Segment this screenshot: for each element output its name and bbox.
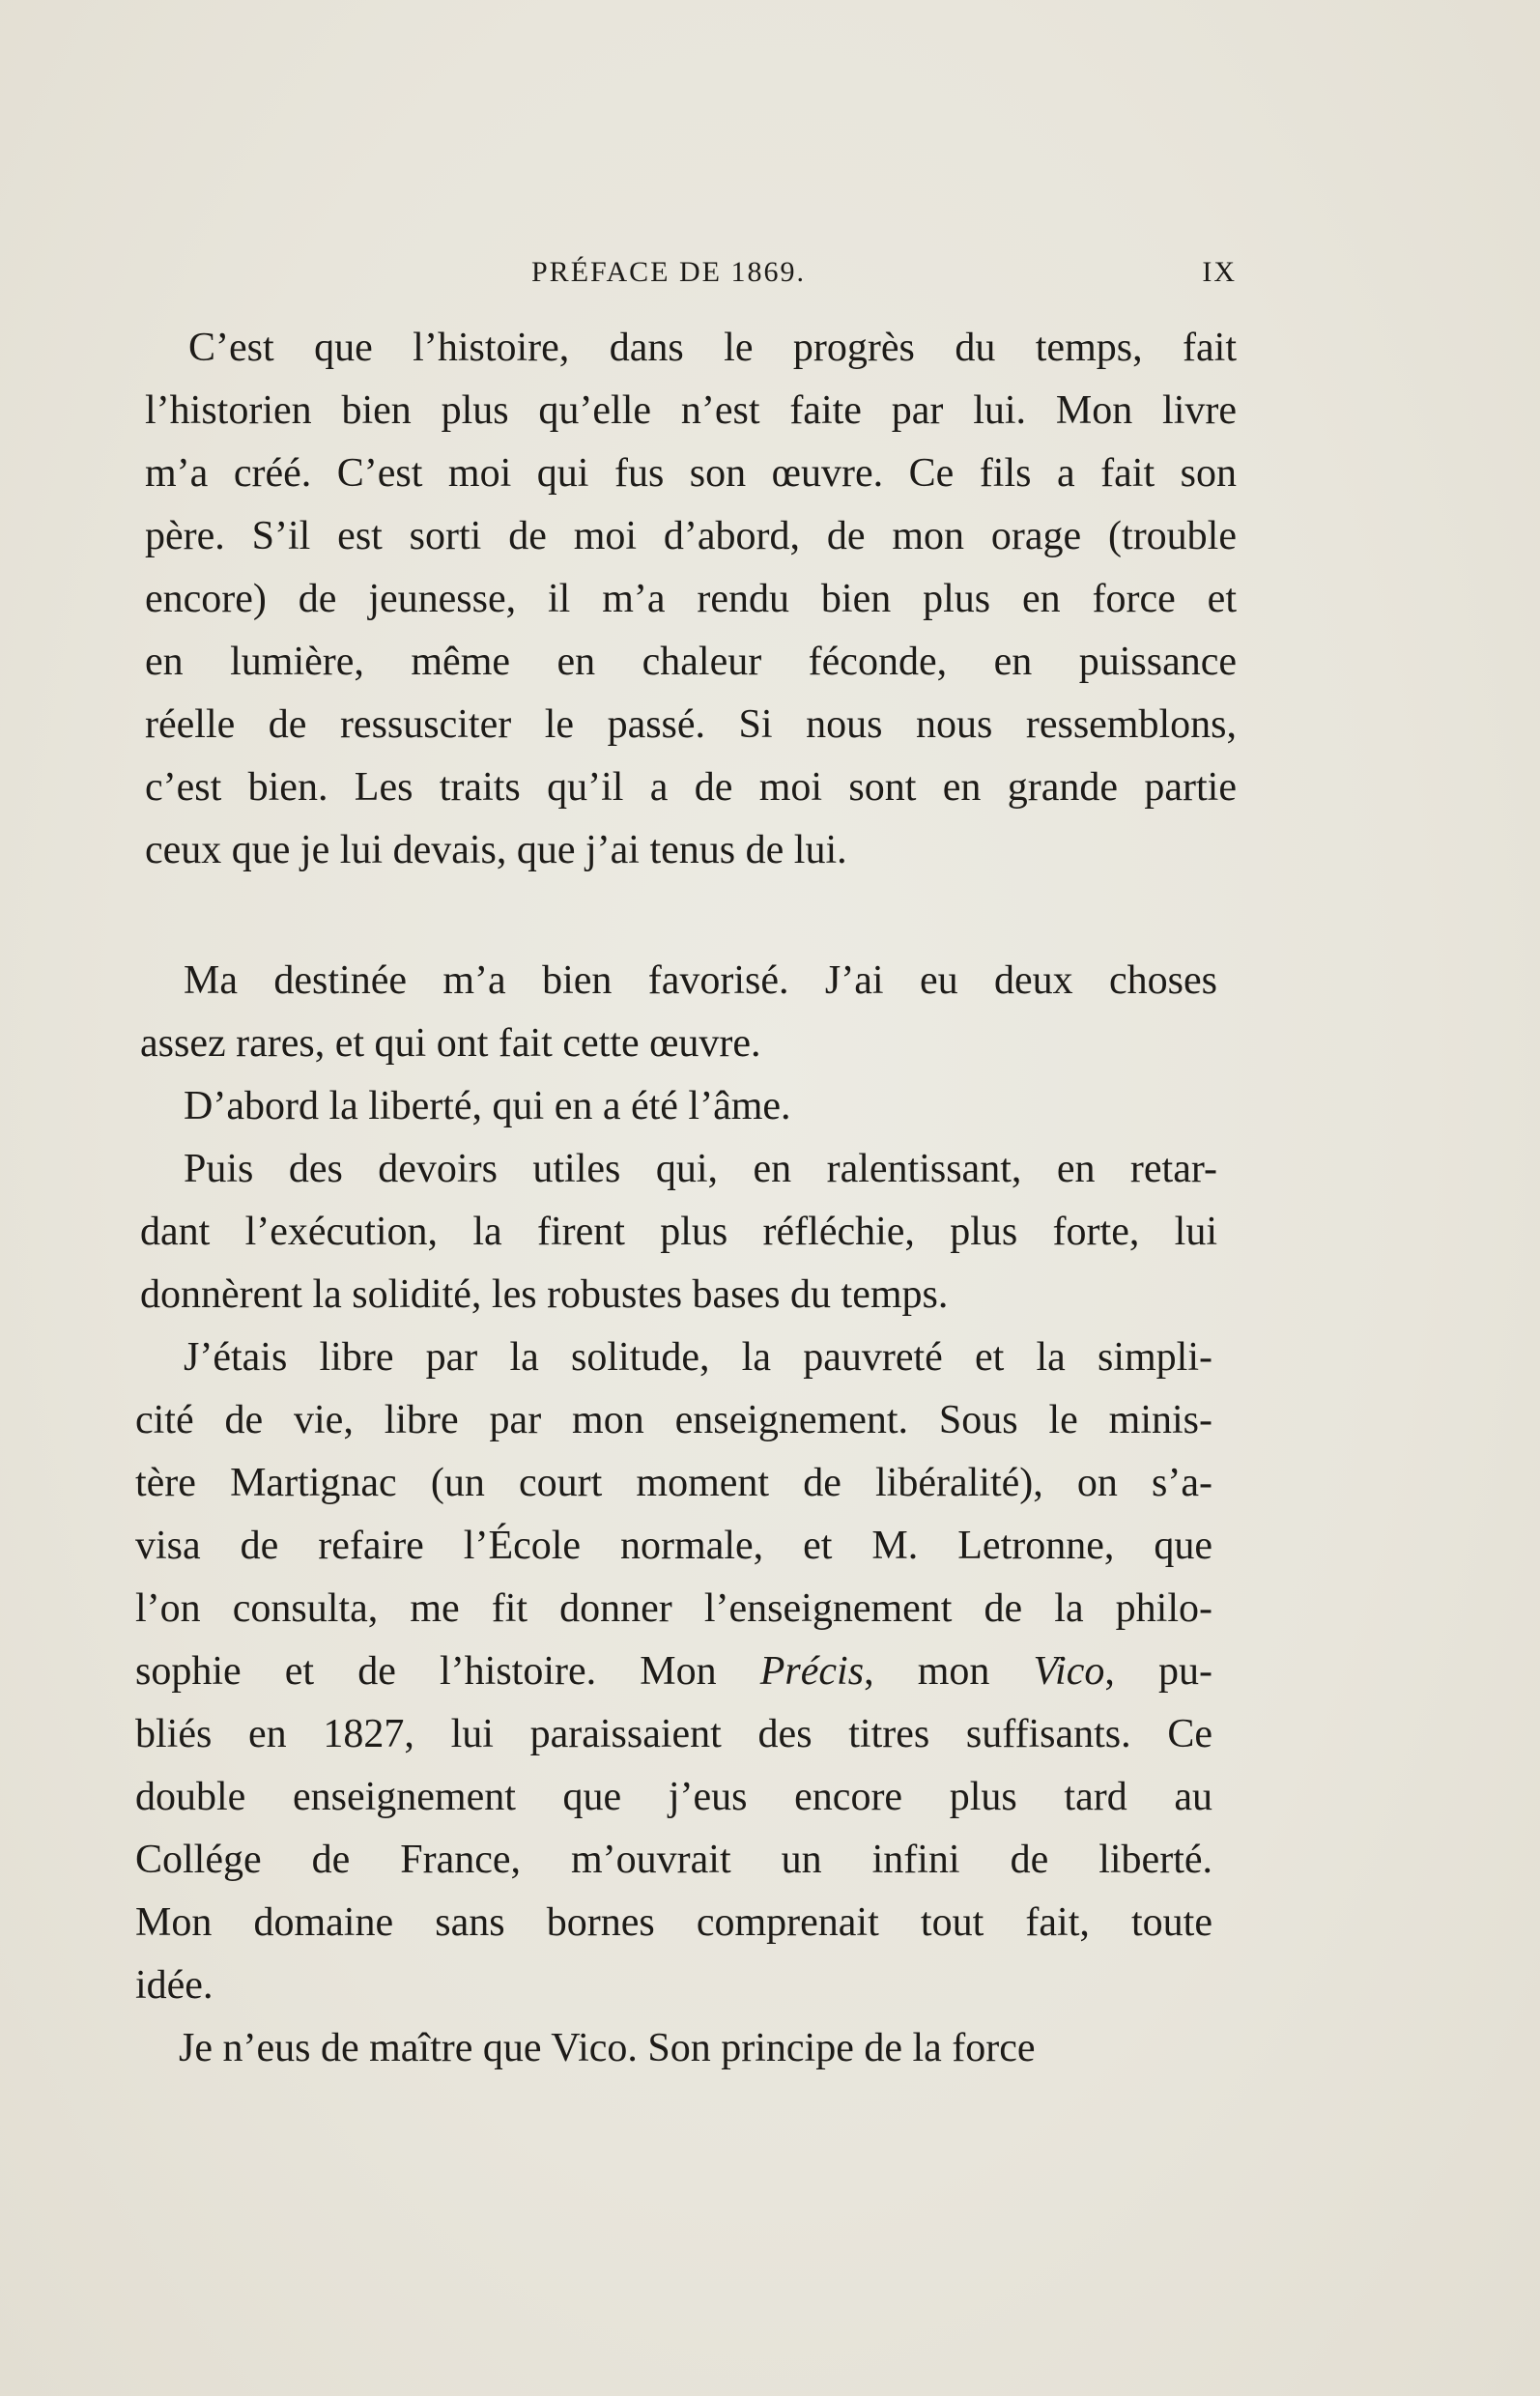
text-line: C’est que l’histoire, dans le progrès du temps, fait [188,326,1237,370]
text-line: père. S’il est sorti de moi d’abord, de mon orage (trouble [145,514,1237,558]
text-line: tère Martignac (un court moment de libéralité), on s’a- [135,1461,1212,1505]
text-line: cité de vie, libre par mon enseignement. Sous le minis- [135,1398,1212,1442]
running-title: PRÉFACE DE 1869. [531,256,806,288]
running-head [145,256,1237,304]
text-line: ceux que je lui devais, que j’ai tenus de lui. [145,828,847,872]
text-line: Puis des devoirs utiles qui, en ralentissant, en retar- [184,1147,1217,1191]
text-line: visa de refaire l’École normale, et M. Letronne, que [135,1524,1212,1568]
text-line: c’est bien. Les traits qu’il a de moi sont en grande partie [145,765,1237,810]
text-line: en lumière, même en chaleur féconde, en puissance [145,640,1237,684]
text-line: D’abord la liberté, qui en a été l’âme. [184,1084,791,1128]
text-line: m’a créé. C’est moi qui fus son œuvre. Ce fils a fait son [145,451,1237,496]
text-line: encore) de jeunesse, il m’a rendu bien plus en force et [145,577,1237,621]
text-line: sophie et de l’histoire. Mon Précis, mon Vico, pu- [135,1649,1212,1694]
text-line: bliés en 1827, lui paraissaient des titres suffisants. Ce [135,1712,1212,1756]
text-line: idée. [135,1963,214,2008]
page-number: IX [1202,256,1237,288]
italic-title: Vico [1033,1649,1105,1694]
text-line: double enseignement que j’eus encore plus tard au [135,1775,1212,1819]
text-line: J’étais libre par la solitude, la pauvreté et la simpli- [184,1335,1212,1380]
text-line: Collége de France, m’ouvrait un infini de liberté. [135,1838,1212,1882]
text-line: assez rares, et qui ont fait cette œuvre. [140,1021,761,1066]
text-line: réelle de ressusciter le passé. Si nous nous ressemblons, [145,702,1237,747]
text-line: Je n’eus de maître que Vico. Son principe de la force [179,2026,1036,2070]
text-line: dant l’exécution, la firent plus réfléchie, plus forte, lui [140,1210,1217,1254]
text-line: Mon domaine sans bornes comprenait tout fait, toute [135,1900,1212,1945]
text-line: Ma destinée m’a bien favorisé. J’ai eu deux choses [184,958,1217,1003]
text-line: l’on consulta, me fit donner l’enseignement de la philo- [135,1586,1212,1631]
text-line: l’historien bien plus qu’elle n’est faite par lui. Mon livre [145,388,1237,433]
text-line: donnèrent la solidité, les robustes bases du temps. [140,1272,949,1317]
italic-title: Précis [759,1649,865,1694]
